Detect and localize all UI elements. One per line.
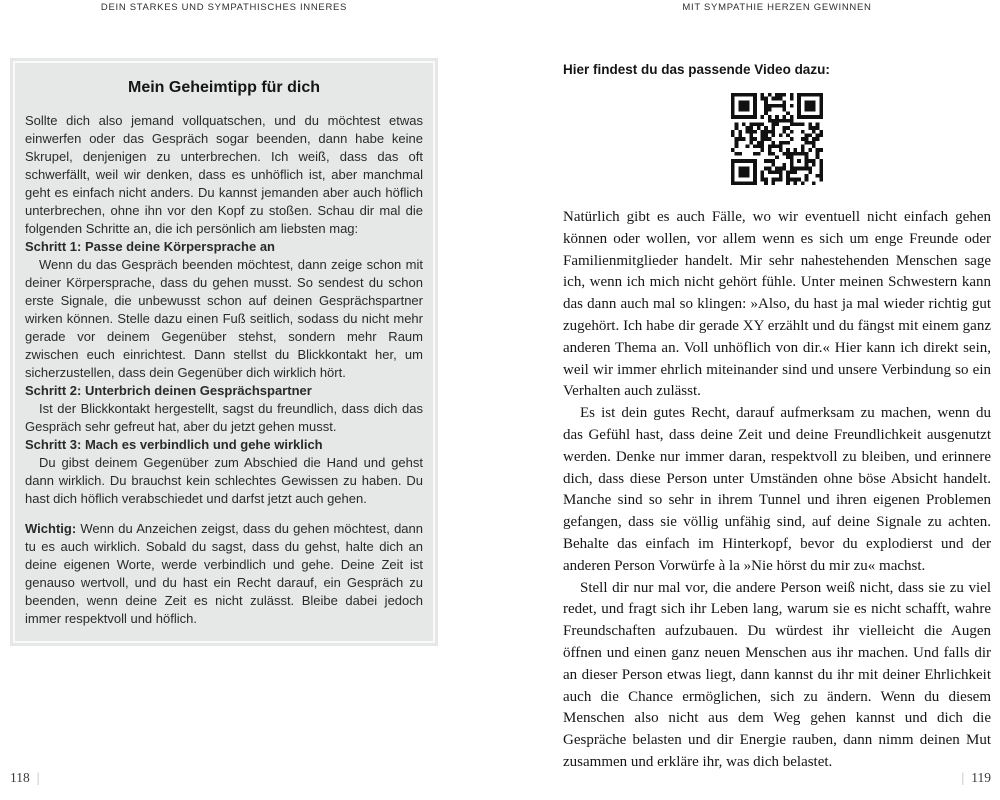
- tip-step-2-body: Ist der Blickkontakt hergestellt, sagst du freundlich, dass dich das Gespräch sehr gefreut hat, aber du jetzt gehen musst.: [25, 401, 423, 434]
- qr-code-container: [563, 93, 991, 190]
- body-text-column: [563, 207, 991, 774]
- page-number-left-value: 118: [10, 770, 30, 785]
- important-note-body: Wenn du Anzeichen zeigst, dass du gehen möchtest, dann tu es auch wirklich. Sobald du sagst, dass du gehst, halte dich an deine eigenen Worte, werde verbindlich und gehe. Deine Zeit ist genauso wertvoll, und du hast ein Recht darauf, ein Gespräch zu beenden, wenn deine Zeit es nicht zulässt. Bleibe dabei jedoch immer respektvoll und höflich.: [25, 521, 423, 626]
- tip-step-2-heading: Schritt 2: Unterbrich deinen Gesprächspartner: [25, 383, 312, 398]
- folio-divider-right: |: [961, 770, 965, 785]
- tip-step-3-body: Du gibst deinem Gegenüber zum Abschied die Hand und gehst dann wirklich. Du brauchst kein schlechtes Gewissen zu haben. Du hast dich höflich verabschiedet und darfst jetzt auch gehen.: [25, 455, 423, 506]
- tip-step-1-heading: Schritt 1: Passe deine Körpersprache an: [25, 239, 275, 254]
- qr-code-icon: [731, 93, 823, 190]
- important-note: [25, 520, 423, 628]
- tip-box-intro: Sollte dich also jemand vollquatschen, und du möchtest etwas einwerfen oder das Gespräch sogar beenden, dann habe keine Skrupel, denjenigen zu unterbrechen. Ich weiß, dass das oft schwerfällt, weil wir denken, dass es unhöflich ist, aber manchmal geht es einfach nicht anders. Du kannst jemanden aber auch höflich unterbrechen, ohne ihn vor den Kopf zu stoßen. Schau dir mal die folgenden Schritte an, die ich persönlich am liebsten mag:: [25, 113, 423, 236]
- tip-box: [10, 58, 438, 646]
- tip-step-1-body: Wenn du das Gespräch beenden möchtest, dann zeige schon mit deiner Körpersprache, dass du gehen musst. So sendest du schon erste Signale, die unbewusst schon auf deinen Gesprächspartner wirken können. Stelle dazu einen Fuß seitlich, sodass du nicht mehr gerade vor deinem Gegenüber stehst, sondern mehr Raum zwischen euch einrichtest. Dann stellst du Blickkontakt her, um sicherzustellen, dass dein Gegenüber dich wirklich hört.: [25, 257, 423, 380]
- page-number-right: [563, 770, 991, 786]
- folio-divider-left: |: [36, 770, 40, 785]
- running-head-right: MIT SYMPATHIE HERZEN GEWINNEN: [682, 2, 872, 13]
- video-caption: Hier findest du das passende Video dazu:: [563, 62, 830, 77]
- page-number-left: [10, 770, 39, 786]
- tip-box-title: Mein Geheimtipp für dich: [127, 79, 320, 96]
- body-paragraph: Es ist dein gutes Recht, darauf aufmerksam zu machen, wenn du das Gefühl hast, dass deine Zeit und deine Freundlichkeit ausgenutzt werden. Denke nur immer daran, respektvoll zu bleiben, und erinnere dich, dass diese Person unter Umständen ohne böse Absicht handelt. Manche sind so sehr in ihrem Tunnel und ihren eigenen Problemen gefangen, dass sie völlig unfähig sind, auf deine Signale zu achten. Behalte das einfach im Hinterkopf, bevor du explodierst und der anderen Person Vorwürfe à la »Nie hörst du mir zu« machst.: [563, 405, 991, 574]
- body-paragraph: Stell dir nur mal vor, die andere Person weiß nicht, dass sie zu viel redet, und fragt sich ihr Leben lang, warum sie es nicht schafft, wahre Freundschaften aufzubauen. Du würdest ihr vielleicht die Augen öffnen und einen ganz neuen Menschen aus ihr machen. Und falls dir an dieser Person etwas liegt, dann kannst du ihr mit deiner Ehrlichkeit auch die Chance ermöglichen, sich zu ändern. Wenn du diesem Menschen also nicht aus dem Weg gehen kannst und dich die Gespräche belasten und dir Energie rauben, dann nimm deinen Mut zusammen und erkläre ihr, was dich belastet.: [563, 579, 991, 770]
- running-head-left: DEIN STARKES UND SYMPATHISCHES INNERES: [100, 2, 348, 13]
- body-paragraph: Natürlich gibt es auch Fälle, wo wir eventuell nicht einfach gehen können oder wollen, vor allem wenn es sich um enge Freunde oder Familienmitglieder handelt. Mir sehr nahestehenden Menschen sage ich, wenn ich mich nicht gehört fühle. Unter meinen Schwestern kann das dann auch mal so klingen: »Also, du hast ja mal wieder richtig gut zugehört. Ich habe dir gerade XY erzählt und du fängst mit einem ganz anderen Thema an. Voll unhöflich von dir.« Hier kann ich direkt sein, weil wir immer ehrlich miteinander sind und unsere Verbindung so ein Verhalten auch zulässt.: [563, 209, 991, 400]
- page-number-right-value: 119: [971, 770, 991, 785]
- important-note-label: Wichtig:: [25, 521, 77, 536]
- tip-step-3-heading: Schritt 3: Mach es verbindlich und gehe wirklich: [25, 437, 323, 452]
